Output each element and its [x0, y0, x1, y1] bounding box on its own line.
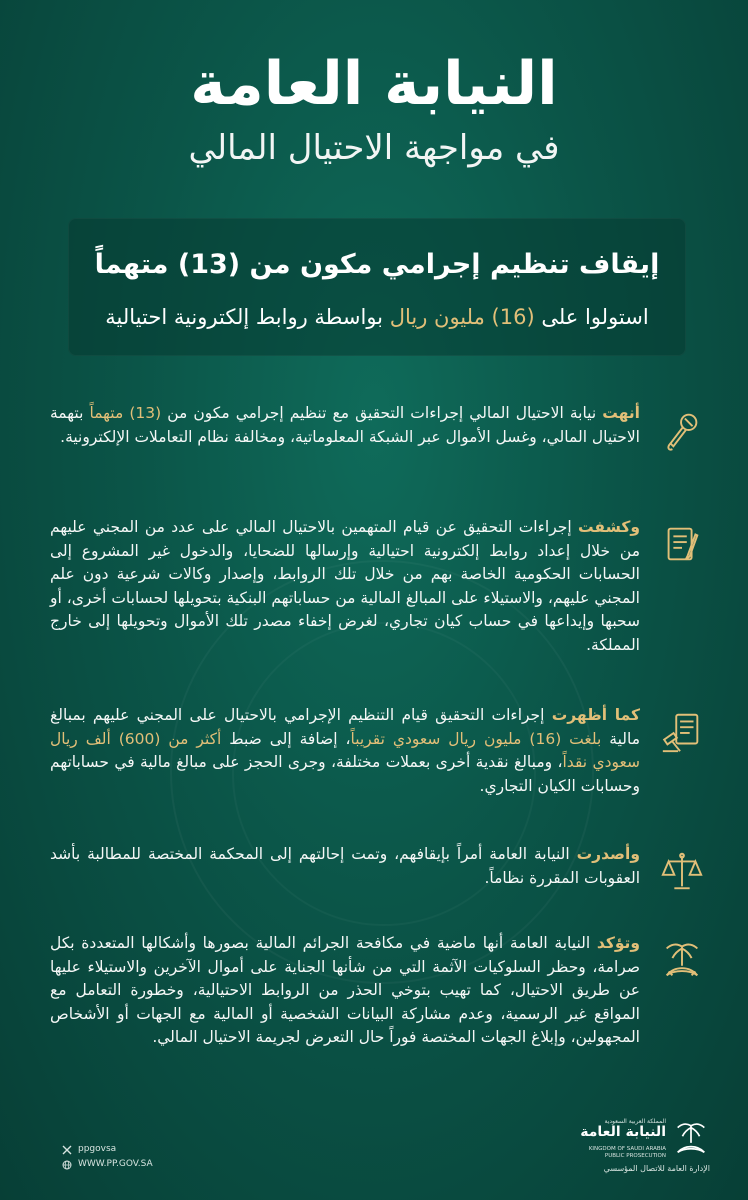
section-order	[50, 843, 710, 899]
public-prosecution-logo	[560, 1118, 710, 1180]
section-5-body: النيابة العامة أنها ماضية في مكافحة الجرائم المالية بصورها وأشكالها المتعددة بكل صرامة، وحظر السلوكيات الآثمة التي من شأنها الجناية على أموال الآخرين والاستيلاء عليها عن طريق الاحتيال، كما تهيب بتوخي الحذر من الروابط الاحتيالية، وخطورة التعامل مع المواقع غير الرسمية، وعدم مشاركة البيانات الشخصية أو المالية مع الجهات أو الأشخاص المجهولين، وإبلاغ الجهات المختصة فوراً حال التعرض لجريمة الاحتيال المالي.	[50, 934, 640, 1046]
page-subtitle: في مواجهة الاحتيال المالي	[188, 128, 560, 168]
section-conclusion	[50, 402, 710, 458]
palm-swords-icon	[654, 932, 710, 988]
section-3-lead: كما أظهرت	[551, 706, 640, 724]
logo-english-1: KINGDOM OF SAUDI ARABIA	[588, 1146, 666, 1152]
headline-sub-highlight: (16) مليون ريال	[389, 305, 535, 329]
scales-icon	[654, 843, 710, 899]
section-3-body-b: ، إضافة إلى ضبط	[221, 729, 351, 748]
section-4-body: النيابة العامة أمراً بإيقافهم، وتمت إحالتهم إلى المحكمة المختصة للمطالبة بأشد العقوبات المقررة نظاماً.	[50, 845, 640, 887]
section-1-body-a: نيابة الاحتيال المالي إجراءات التحقيق مع تنظيم إجرامي مكون من	[161, 404, 603, 422]
headline-sub-after: بواسطة روابط إلكترونية احتيالية	[105, 305, 390, 329]
section-findings	[50, 704, 710, 798]
headline-subtitle	[68, 302, 686, 332]
section-3-text	[50, 704, 640, 798]
website-link[interactable]: WWW.PP.GOV.SA	[78, 1159, 153, 1169]
social-handle[interactable]: ppgovsa	[78, 1144, 117, 1154]
website-row[interactable]	[62, 1157, 153, 1172]
page-title: النيابة العامة	[190, 49, 558, 119]
section-4-text	[50, 843, 640, 890]
section-1-lead: أنهت	[602, 404, 640, 422]
gavel-document-icon	[654, 704, 710, 760]
section-3-body-a: إجراءات التحقيق قيام التنظيم الإجرامي بالاحتيال على المجني عليهم بمبالغ مالية	[50, 706, 640, 748]
globe-icon	[62, 1160, 72, 1170]
section-1-text	[50, 402, 640, 449]
section-1-highlight: (13) متهماً	[89, 404, 162, 422]
section-5-lead: وتؤكد	[596, 934, 640, 952]
section-emphasis	[50, 932, 710, 1050]
section-4-lead: وأصدرت	[576, 845, 640, 863]
section-1-body-b: بتهمة الاحتيال المالي، وغسل الأموال عبر الشبكة المعلوماتية، ومخالفة نظام التعاملات الإلكترونية.	[50, 404, 640, 446]
section-3-highlight-2: أكثر من (600) ألف ريال سعودي نقداً	[50, 729, 640, 771]
headline-sub-before: استولوا على	[534, 305, 649, 329]
microphone-icon	[654, 402, 710, 458]
section-3-highlight-1: بلغت (16) مليون ريال سعودي تقريباً	[350, 729, 602, 748]
headline-box	[68, 218, 686, 356]
logo-department: الإدارة العامة للاتصال المؤسسي	[603, 1164, 710, 1173]
section-2-text	[50, 516, 640, 657]
section-disclosure	[50, 516, 710, 657]
logo-country: المملكة العربية السعودية	[604, 1118, 666, 1125]
footer-contact	[62, 1142, 153, 1172]
section-2-lead: وكشفت	[578, 518, 640, 536]
section-3-body-c: ، ومبالغ نقدية أخرى بعملات مختلفة، وجرى الحجز على مبالغ مالية في حساباتهم وحسابات الكيان التجاري.	[50, 753, 640, 795]
section-5-text	[50, 932, 640, 1050]
section-2-body: إجراءات التحقيق عن قيام المتهمين بالاحتيال المالي على عدد من المجني عليهم من خلال إعداد روابط إلكترونية احتيالية وإرسالها للضحايا، والدخول غير المشروع إلى الحسابات الحكومية الخاصة بهم من خلال تلك الروابط، وإصدار وكالات شرعية دون علم المجني عليهم، والاستيلاء على المبالغ المالية من حساباتهم البنكية بتحويلها لحسابات أخرى، أو سحبها وإيداعها في حساب كيان تجاري، لغرض إخفاء مصدر تلك الأموال وتحويلها إلى خارج المملكة.	[50, 518, 640, 654]
logo-name: النيابة العامة	[580, 1124, 666, 1140]
palm-swords-emblem-icon	[672, 1120, 710, 1160]
x-icon	[62, 1145, 72, 1155]
logo-english-2: PUBLIC PROSECUTION	[604, 1153, 666, 1159]
logo-english	[589, 1146, 666, 1160]
social-row[interactable]	[62, 1142, 153, 1157]
headline-title: إيقاف تنظيم إجرامي مكون من (13) متهماً	[94, 249, 660, 280]
document-pen-icon	[654, 516, 710, 572]
